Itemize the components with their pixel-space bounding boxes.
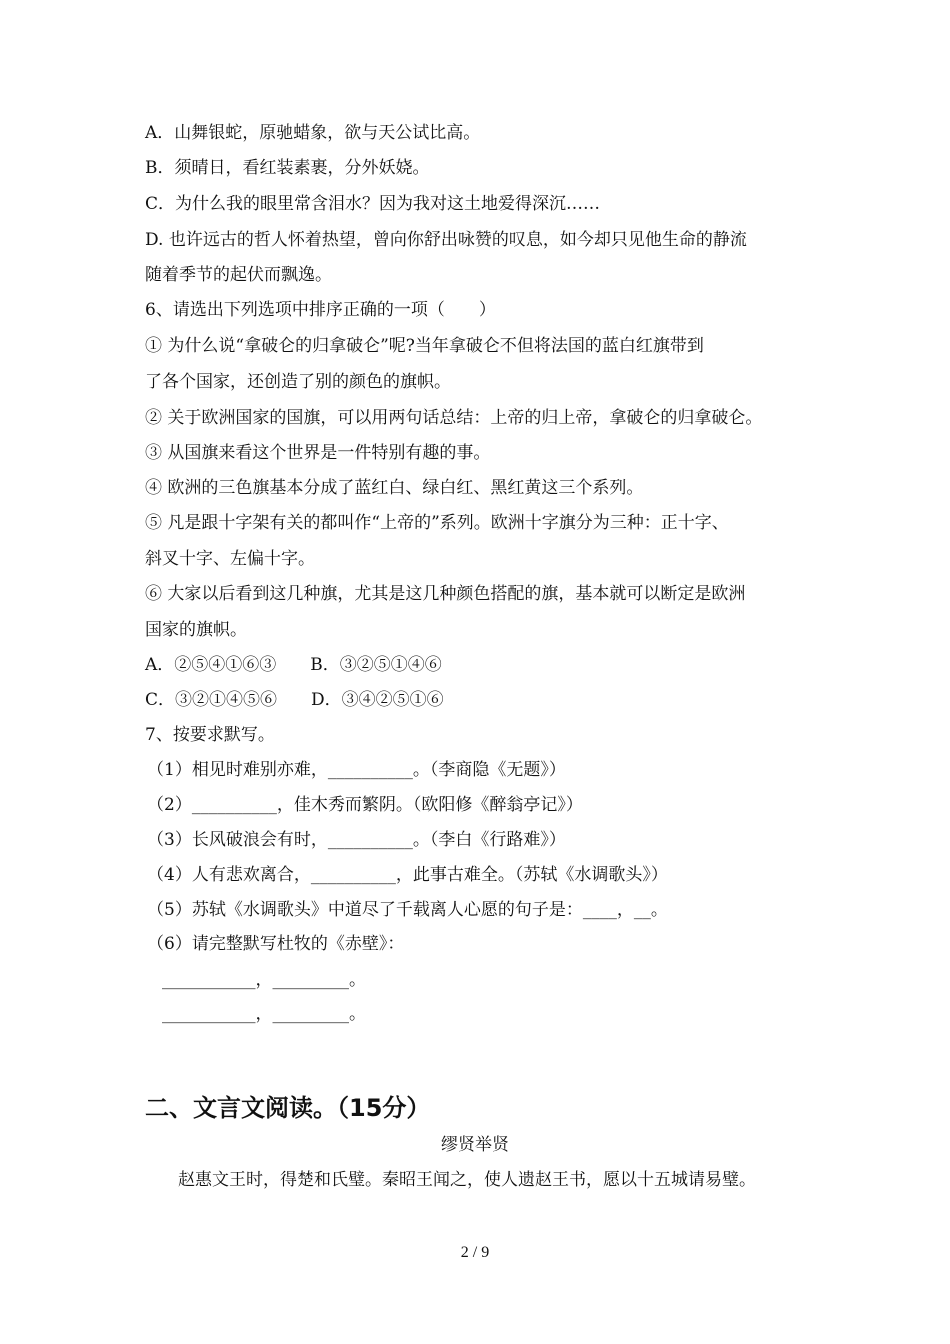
q6-sentence-2: ② 关于欧洲国家的国旗，可以用两句话总结：上帝的归上帝，拿破仑的归拿破仑。: [145, 408, 763, 428]
q6-sentence-1-line1: ① 为什么说“拿破仑的归拿破仑”呢?当年拿破仑不但将法国的蓝白红旗带到: [145, 336, 704, 356]
q6-options-row-1: [145, 653, 815, 677]
q6-options-row-2: [145, 688, 815, 712]
q7-item-6: （6）请完整默写杜牧的《赤壁》：: [147, 934, 405, 954]
q5-option-d-line1: D. 也许远古的哲人怀着热望，曾向你舒出咏赞的叹息，如今却只见他生命的静流: [145, 230, 747, 250]
passage-title: 缪贤举贤: [441, 1135, 509, 1155]
q6-sentence-1-line2: 了各个国家，还创造了别的颜色的旗帜。: [145, 372, 451, 392]
section-heading: 二、文言文阅读。（15分）: [145, 1094, 431, 1122]
q7-stem: 7、按要求默写。: [145, 725, 275, 745]
q6-option-a: A．②⑤④①⑥③: [145, 655, 277, 675]
q6-sentence-4: ④ 欧洲的三色旗基本分成了蓝红白、绿白红、黑红黄这三个系列。: [145, 478, 644, 498]
q6-sentence-6-line1: ⑥ 大家以后看到这几种旗，尤其是这几种颜色搭配的旗，基本就可以断定是欧洲: [145, 584, 746, 604]
q6-sentence-5-line1: ⑤ 凡是跟十字架有关的都叫作“上帝的”系列。欧洲十字旗分为三种：正十字、: [145, 513, 729, 533]
q5-option-b: B．须晴日，看红装素裹，分外妖娆。: [145, 158, 430, 178]
q7-blank-line-1: ___________，_________。: [162, 970, 366, 990]
q5-option-d-line2: 随着季节的起伏而飘逸。: [145, 265, 332, 285]
q6-stem: 6、请选出下列选项中排序正确的一项（ ）: [145, 300, 496, 320]
q6-sentence-3: ③ 从国旗来看这个世界是一件特别有趣的事。: [145, 443, 491, 463]
page-number: 2 / 9: [460, 1244, 490, 1261]
q7-blank-line-2: ___________，_________。: [162, 1004, 366, 1024]
q6-option-b: B．③②⑤①④⑥: [310, 655, 442, 675]
passage-paragraph: 赵惠文王时，得楚和氏璧。秦昭王闻之，使人遗赵王书，愿以十五城请易璧。: [178, 1170, 756, 1190]
q5-option-a: A．山舞银蛇，原驰蜡象，欲与天公试比高。: [145, 123, 481, 143]
q6-sentence-6-line2: 国家的旗帜。: [145, 620, 247, 640]
q6-sentence-5-line2: 斜叉十字、左偏十字。: [145, 549, 315, 569]
q6-option-c: C．③②①④⑤⑥: [145, 690, 278, 710]
q7-item-5: （5）苏轼《水调歌头》中道尽了千载离人心愿的句子是：____，__。: [147, 900, 668, 920]
q7-item-1: （1）相见时难别亦难，__________。（李商隐《无题》）: [147, 760, 566, 780]
q6-option-d: D．③④②⑤①⑥: [311, 690, 444, 710]
q5-option-c: C．为什么我的眼里常含泪水？因为我对这土地爱得深沉……: [145, 194, 601, 214]
q7-item-3: （3）长风破浪会有时，__________。（李白《行路难》）: [147, 830, 566, 850]
q7-item-2: （2）__________，佳木秀而繁阴。（欧阳修《醉翁亭记》）: [147, 795, 583, 815]
q7-item-4: （4）人有悲欢离合，__________，此事古难全。（苏轼《水调歌头》）: [147, 865, 668, 885]
